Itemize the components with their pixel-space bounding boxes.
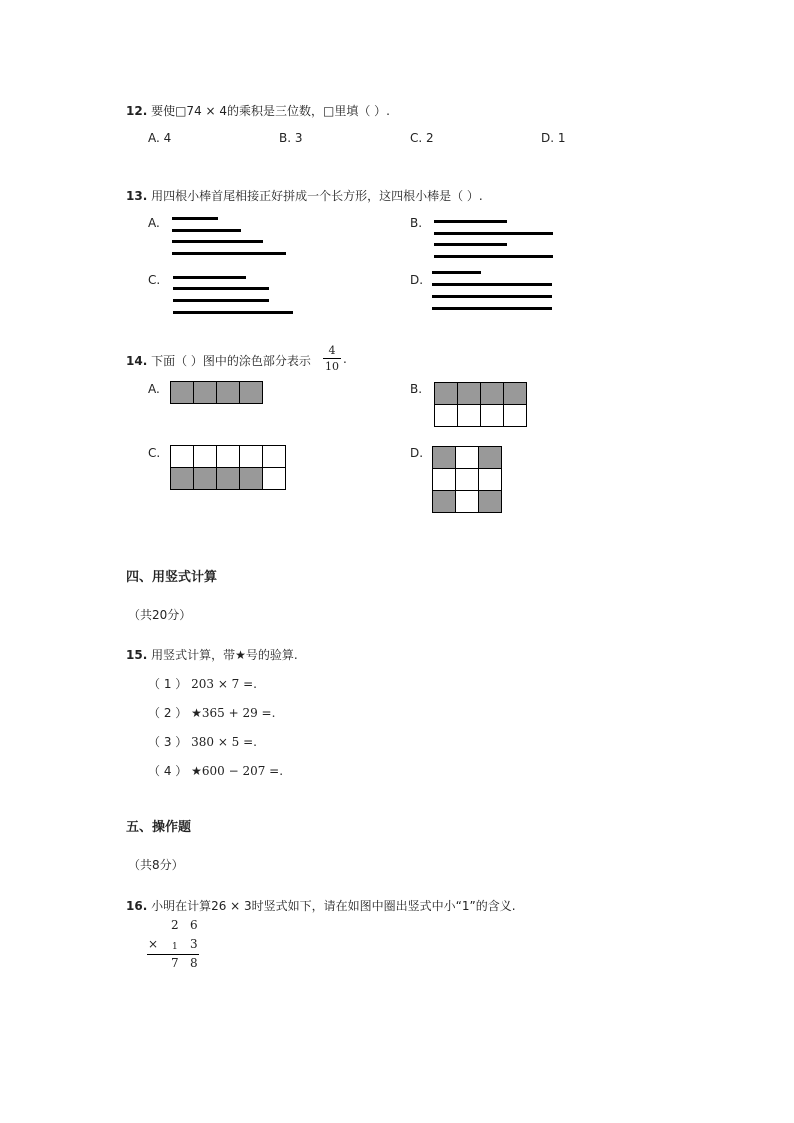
q14-text: 下面（ ）图中的涂色部分表示 bbox=[151, 354, 311, 368]
blank-cell bbox=[433, 469, 456, 491]
stick bbox=[173, 287, 269, 290]
calc-digit: 7 bbox=[171, 956, 179, 970]
grid-row bbox=[171, 446, 286, 468]
shaded-cell bbox=[217, 468, 240, 490]
q14-option-d-label[interactable]: D. bbox=[410, 446, 424, 460]
shaded-cell bbox=[217, 382, 240, 404]
stick bbox=[172, 240, 263, 243]
carry-digit[interactable]: 1 bbox=[172, 942, 178, 952]
shaded-cell bbox=[240, 382, 263, 404]
q12-number: 12. bbox=[126, 104, 148, 118]
blank-cell bbox=[171, 446, 194, 468]
blank-cell bbox=[456, 447, 479, 469]
fraction-bar bbox=[323, 358, 341, 359]
q12-option-d[interactable]: D. 1 bbox=[541, 131, 566, 145]
stick bbox=[432, 295, 552, 298]
q14-tail: . bbox=[343, 352, 347, 366]
grid-row bbox=[435, 383, 527, 405]
shaded-cell bbox=[171, 382, 194, 404]
stick bbox=[173, 299, 269, 302]
blank-cell bbox=[263, 446, 286, 468]
q12-option-c[interactable]: C. 2 bbox=[410, 131, 434, 145]
q13-text: 用四根小棒首尾相接正好拼成一个长方形，这四根小棒是（ ）. bbox=[151, 189, 483, 203]
q15-item bbox=[148, 704, 275, 721]
q12-line bbox=[126, 102, 390, 119]
q15-item-expression: ★600 − 207 =. bbox=[191, 764, 284, 778]
shaded-cell bbox=[479, 491, 502, 513]
blank-cell bbox=[194, 446, 217, 468]
grid-row bbox=[433, 447, 502, 469]
stick bbox=[434, 255, 553, 258]
q15-item bbox=[148, 733, 257, 750]
shaded-cell bbox=[433, 447, 456, 469]
shaded-cell bbox=[194, 468, 217, 490]
section-4-title: 四、用竖式计算 bbox=[126, 570, 218, 585]
calc-underline bbox=[147, 954, 199, 955]
q12-option-a[interactable]: A. 4 bbox=[148, 131, 172, 145]
shaded-cell bbox=[435, 383, 458, 405]
q15-item bbox=[148, 762, 283, 779]
q15-line bbox=[126, 646, 298, 663]
q15-item-index: （ 2 ） bbox=[148, 706, 188, 720]
q12-option-b[interactable]: B. 3 bbox=[279, 131, 303, 145]
stick bbox=[172, 229, 241, 232]
section-5-title: 五、操作题 bbox=[126, 820, 192, 835]
q13-option-b-label[interactable]: B. bbox=[410, 216, 423, 230]
blank-cell bbox=[458, 405, 481, 427]
times-sign: × bbox=[148, 937, 159, 951]
stick bbox=[432, 283, 552, 286]
blank-cell bbox=[435, 405, 458, 427]
stick bbox=[173, 311, 293, 314]
blank-cell bbox=[263, 468, 286, 490]
blank-cell bbox=[504, 405, 527, 427]
shaded-cell bbox=[433, 491, 456, 513]
q14-option-c-label[interactable]: C. bbox=[148, 446, 161, 460]
blank-cell bbox=[217, 446, 240, 468]
section-4-score: （共20分） bbox=[128, 608, 192, 622]
calc-digit: 3 bbox=[190, 937, 198, 951]
blank-cell bbox=[456, 469, 479, 491]
shaded-cell bbox=[458, 383, 481, 405]
q13-line bbox=[126, 187, 483, 204]
stick bbox=[432, 271, 481, 274]
blank-cell bbox=[481, 405, 504, 427]
q14-option-a-label[interactable]: A. bbox=[148, 382, 160, 396]
stick bbox=[434, 220, 507, 223]
shaded-cell bbox=[194, 382, 217, 404]
q13-option-d-label[interactable]: D. bbox=[410, 273, 424, 287]
blank-cell bbox=[456, 491, 479, 513]
shaded-cell bbox=[171, 468, 194, 490]
q15-item-expression: 203 × 7 =. bbox=[191, 677, 257, 691]
q13-option-a-label[interactable]: A. bbox=[148, 216, 160, 230]
q15-item-expression: 380 × 5 =. bbox=[191, 735, 257, 749]
shaded-cell bbox=[479, 447, 502, 469]
q15-item bbox=[148, 675, 257, 692]
calc-digit: 8 bbox=[190, 956, 198, 970]
q14-option-c-grid[interactable] bbox=[170, 445, 286, 490]
q14-option-a-grid[interactable] bbox=[170, 381, 263, 404]
q15-number: 15. bbox=[126, 648, 148, 662]
q16-number: 16. bbox=[126, 899, 148, 913]
q13-number: 13. bbox=[126, 189, 148, 203]
q14-option-d-grid[interactable] bbox=[432, 446, 502, 513]
shaded-cell bbox=[240, 468, 263, 490]
fraction-denominator: 10 bbox=[325, 360, 339, 373]
grid-row bbox=[171, 382, 263, 404]
stick bbox=[432, 307, 552, 310]
q15-item-index: （ 3 ） bbox=[148, 735, 188, 749]
q14-option-b-label[interactable]: B. bbox=[410, 382, 423, 396]
grid-row bbox=[171, 468, 286, 490]
q15-text: 用竖式计算，带★号的验算. bbox=[151, 648, 298, 662]
stick bbox=[172, 252, 286, 255]
grid-row bbox=[435, 405, 527, 427]
q13-option-c-label[interactable]: C. bbox=[148, 273, 161, 287]
stick bbox=[173, 276, 246, 279]
shaded-cell bbox=[504, 383, 527, 405]
section-5-score: （共8分） bbox=[128, 858, 184, 872]
shaded-cell bbox=[481, 383, 504, 405]
q14-number: 14. bbox=[126, 354, 148, 368]
q15-item-index: （ 4 ） bbox=[148, 764, 188, 778]
grid-row bbox=[433, 469, 502, 491]
stick bbox=[434, 243, 507, 246]
fraction-numerator: 4 bbox=[328, 344, 336, 357]
q16-text: 小明在计算26 × 3时竖式如下，请在如图中圈出竖式中小“1”的含义. bbox=[151, 899, 516, 913]
q15-item-expression: ★365 + 29 =. bbox=[191, 706, 276, 720]
q16-line bbox=[126, 897, 516, 914]
stick bbox=[434, 232, 553, 235]
calc-digit: 6 bbox=[190, 918, 198, 932]
q12-text: 要使□74 × 4的乘积是三位数，□里填（ ）. bbox=[151, 104, 390, 118]
stick bbox=[172, 217, 218, 220]
q14-line bbox=[126, 352, 311, 369]
calc-digit: 2 bbox=[171, 918, 179, 932]
grid-row bbox=[433, 491, 502, 513]
blank-cell bbox=[240, 446, 263, 468]
q15-item-index: （ 1 ） bbox=[148, 677, 188, 691]
blank-cell bbox=[479, 469, 502, 491]
q14-fraction bbox=[323, 344, 341, 373]
q14-option-b-grid[interactable] bbox=[434, 382, 527, 427]
